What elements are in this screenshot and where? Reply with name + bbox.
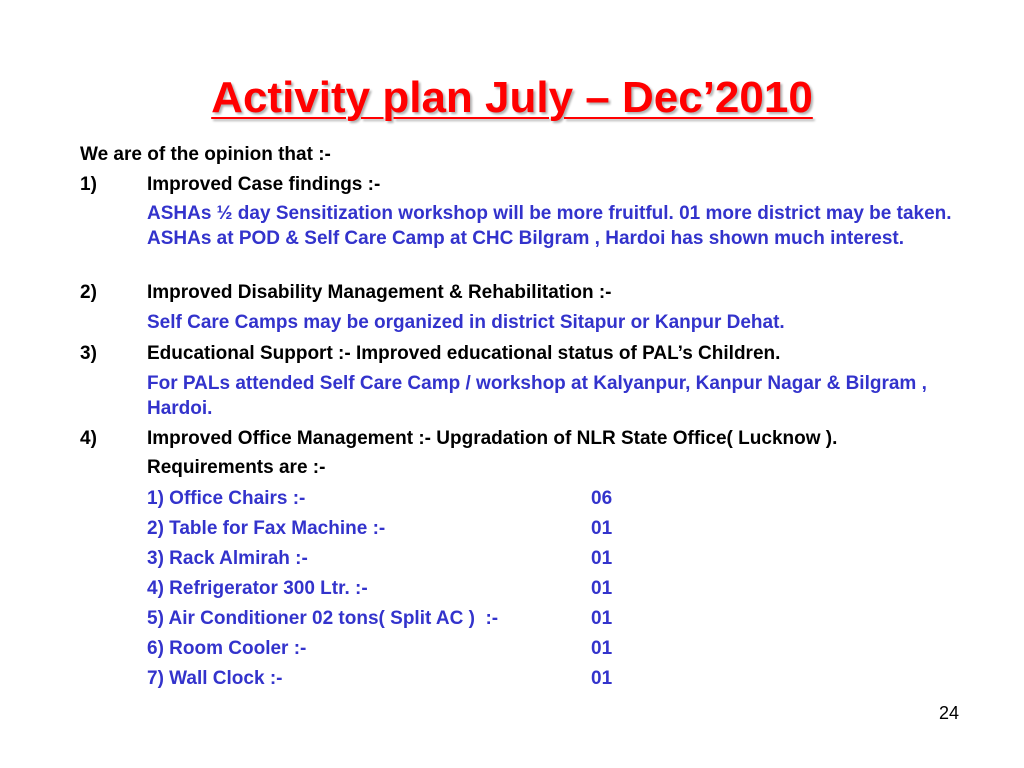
requirement-row [147,604,667,634]
requirement-row [147,574,667,604]
list-item-2 [80,278,985,308]
requirement-label: 7) Wall Clock :- [147,668,283,689]
requirement-row [147,634,667,664]
requirement-qty: 01 [591,608,613,629]
list-item-1 [80,170,985,200]
item-heading: Improved Disability Management & Rehabilitation :- [147,282,612,303]
item-number: 1) [80,174,97,195]
page-number: 24 [939,703,960,723]
item-detail-1: ASHAs ½ day Sensitization workshop will be more fruitful. 01 more district may be taken. ASHAs at POD & Self Care Camp at CHC Bilgram , Hardoi has shown much interest. [147,203,952,249]
requirement-qty: 01 [591,578,613,599]
requirement-label: 3) Rack Almirah :- [147,548,308,569]
item-detail-2: Self Care Camps may be organized in district Sitapur or Kanpur Dehat. [147,312,785,333]
item-number: 2) [80,282,97,303]
requirement-qty: 01 [591,518,613,539]
intro-text: We are of the opinion that :- [80,144,331,165]
list-item-4 [80,424,985,454]
requirement-qty: 06 [591,488,613,509]
requirement-row [147,514,667,544]
requirement-qty: 01 [591,638,613,659]
requirement-row [147,484,667,514]
requirement-label: 1) Office Chairs :- [147,488,306,509]
requirement-row [147,664,667,694]
item-number: 3) [80,343,97,364]
requirement-label: 6) Room Cooler :- [147,638,307,659]
item-heading: Improved Case findings :- [147,174,381,195]
requirement-qty: 01 [591,668,613,689]
requirement-label: 4) Refrigerator 300 Ltr. :- [147,578,368,599]
item-heading: Educational Support :- Improved educational status of PAL’s Children. [147,343,781,364]
item-number: 4) [80,428,97,449]
slide-title: Activity plan July – Dec’2010 [211,73,813,122]
requirement-label: 5) Air Conditioner 02 tons( Split AC ) :- [147,608,499,629]
item-detail-3: For PALs attended Self Care Camp / workshop at Kalyanpur, Kanpur Nagar & Bilgram , Hardoi. [147,373,927,419]
requirement-row [147,544,667,574]
requirements-heading: Requirements are :- [147,457,326,478]
list-item-3 [80,339,985,369]
item-heading: Improved Office Management :- Upgradation of NLR State Office( Lucknow ). [147,428,838,449]
requirement-label: 2) Table for Fax Machine :- [147,518,386,539]
requirement-qty: 01 [591,548,613,569]
